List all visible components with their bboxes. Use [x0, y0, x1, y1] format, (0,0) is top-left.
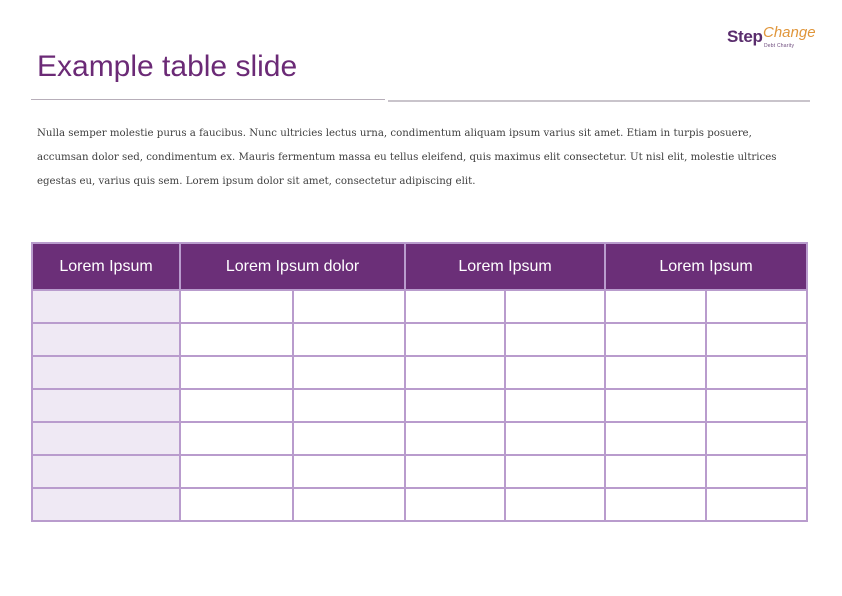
column-header: Lorem Ipsum — [32, 243, 180, 290]
table-cell[interactable] — [706, 422, 807, 455]
table-cell[interactable] — [32, 389, 180, 422]
table-cell[interactable] — [505, 290, 605, 323]
table-cell[interactable] — [32, 356, 180, 389]
table-cell[interactable] — [605, 389, 706, 422]
table-row — [32, 389, 807, 422]
table-cell[interactable] — [605, 290, 706, 323]
table-cell[interactable] — [605, 356, 706, 389]
table-row — [32, 323, 807, 356]
data-table — [31, 242, 808, 522]
column-header: Lorem Ipsum dolor — [180, 243, 405, 290]
table-cell[interactable] — [180, 323, 293, 356]
table-cell[interactable] — [505, 422, 605, 455]
table-cell[interactable] — [293, 422, 405, 455]
table-cell[interactable] — [32, 290, 180, 323]
table-row — [32, 356, 807, 389]
table-cell[interactable] — [505, 455, 605, 488]
table-cell[interactable] — [605, 323, 706, 356]
table-row — [32, 422, 807, 455]
table-cell[interactable] — [32, 455, 180, 488]
table-cell[interactable] — [706, 455, 807, 488]
table-cell[interactable] — [180, 455, 293, 488]
table-cell[interactable] — [405, 356, 505, 389]
table-cell[interactable] — [605, 488, 706, 521]
table-cell[interactable] — [605, 422, 706, 455]
table-cell[interactable] — [180, 488, 293, 521]
table-cell[interactable] — [32, 488, 180, 521]
column-header: Lorem Ipsum — [605, 243, 807, 290]
column-header: Lorem Ipsum — [405, 243, 605, 290]
table-header-row — [32, 243, 807, 290]
table-cell[interactable] — [180, 356, 293, 389]
stepchange-logo — [727, 24, 819, 54]
table-cell[interactable] — [505, 389, 605, 422]
table-cell[interactable] — [706, 290, 807, 323]
body-paragraph: Nulla semper molestie purus a faucibus. Nunc ultricies lectus urna, condimentum aliquam ipsum varius sit amet. Etiam in turpis posuere, accumsan dolor sed, condimentum ex. Mauris fermentum massa eu tellus eleifend, quis maximus elit consectetur. Ut nisl elit, molestie ultrices egestas eu, varius quis sem. Lorem ipsum dolor sit amet, consectetur adipiscing elit. — [37, 128, 777, 187]
table-cell[interactable] — [293, 323, 405, 356]
table-row — [32, 488, 807, 521]
table-cell[interactable] — [293, 389, 405, 422]
table-cell[interactable] — [180, 290, 293, 323]
table-cell[interactable] — [405, 488, 505, 521]
logo-step-text: Step — [727, 27, 763, 46]
table-cell[interactable] — [180, 422, 293, 455]
table-cell[interactable] — [293, 356, 405, 389]
table-cell[interactable] — [293, 290, 405, 323]
table-cell[interactable] — [405, 389, 505, 422]
table-cell[interactable] — [706, 488, 807, 521]
slide-title: Example table slide — [37, 50, 298, 83]
table-cell[interactable] — [293, 455, 405, 488]
table-cell[interactable] — [32, 323, 180, 356]
title-divider-right — [388, 100, 810, 102]
table-cell[interactable] — [706, 356, 807, 389]
table-cell[interactable] — [405, 290, 505, 323]
table-cell[interactable] — [405, 422, 505, 455]
table-cell[interactable] — [605, 455, 706, 488]
table-cell[interactable] — [505, 356, 605, 389]
logo-tagline: Debt Charity — [764, 43, 795, 49]
logo-change-text: Change — [763, 24, 816, 41]
title-divider-left — [31, 99, 385, 100]
table-row — [32, 290, 807, 323]
table-cell[interactable] — [405, 323, 505, 356]
table-cell[interactable] — [505, 488, 605, 521]
table-cell[interactable] — [706, 323, 807, 356]
data-table-container — [31, 242, 807, 532]
table-row — [32, 455, 807, 488]
table-cell[interactable] — [706, 389, 807, 422]
table-cell[interactable] — [505, 323, 605, 356]
table-cell[interactable] — [180, 389, 293, 422]
table-cell[interactable] — [293, 488, 405, 521]
table-cell[interactable] — [405, 455, 505, 488]
table-cell[interactable] — [32, 422, 180, 455]
